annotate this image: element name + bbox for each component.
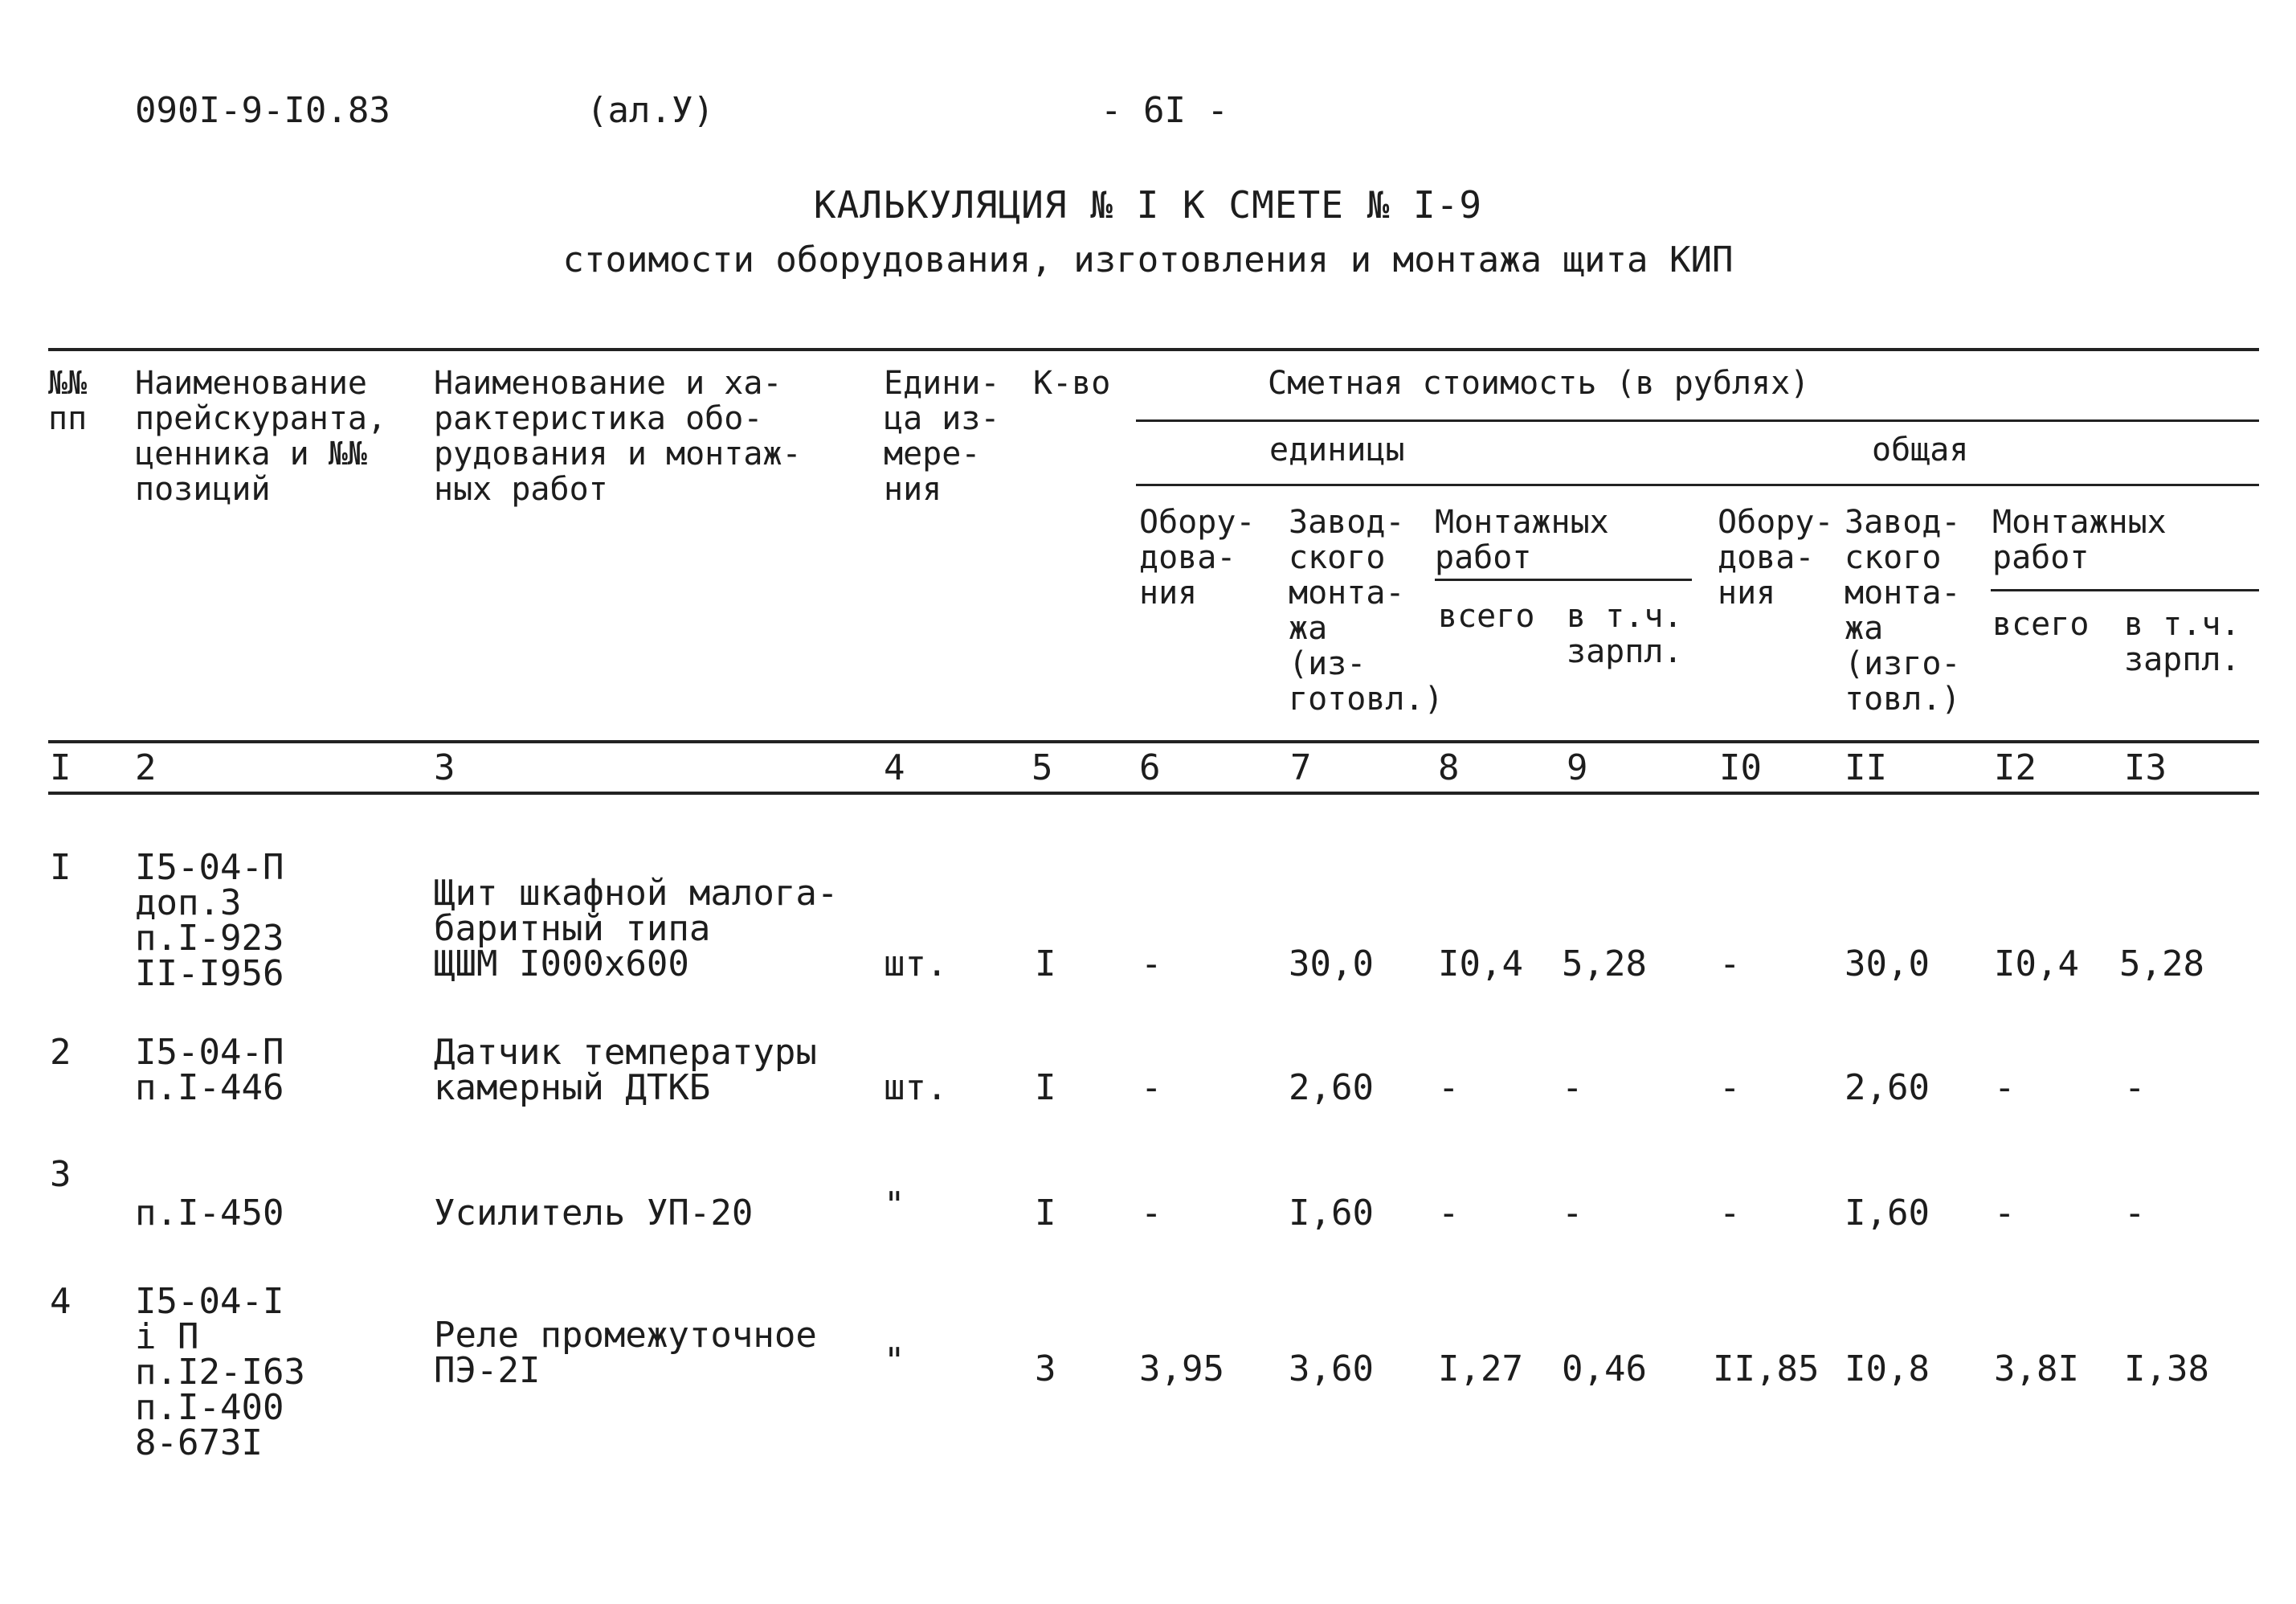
equipment-total-cost: -	[1719, 1193, 1741, 1234]
factory-total-cost: I,60	[1845, 1193, 1930, 1234]
header-factory-total: Завод- ского монта- жа (изго- товл.)	[1845, 504, 1961, 718]
header-all-total: всего	[1992, 606, 2090, 643]
row-number: I	[50, 847, 71, 888]
column-number: 3	[434, 747, 456, 788]
installation-unit-cost: I,27	[1438, 1348, 1523, 1389]
header-total: общая	[1872, 432, 1969, 469]
header-estimated-cost: Сметная стоимость (в рублях)	[1268, 365, 1810, 402]
header-num: №№ пп	[48, 365, 88, 437]
item-name: Реле промежуточное ПЭ-2I	[434, 1315, 817, 1391]
row-number: 3	[50, 1154, 71, 1195]
quantity: I	[1035, 1193, 1056, 1234]
header-per-unit: единицы	[1269, 432, 1405, 469]
factory-unit-cost: 30,0	[1289, 943, 1374, 984]
factory-unit-cost: 2,60	[1289, 1067, 1374, 1108]
quantity: I	[1035, 1067, 1056, 1108]
item-name: Щит шкафной малога- баритный типа ЩШМ I000х600	[434, 873, 839, 984]
installation-total-cost: I0,4	[1994, 943, 2079, 984]
column-number: II	[1845, 747, 1887, 788]
factory-total-cost: 30,0	[1845, 943, 1930, 984]
equipment-unit-cost: -	[1141, 1193, 1162, 1234]
page-number: - 6I -	[1101, 90, 1228, 131]
equipment-unit-cost: 3,95	[1139, 1348, 1224, 1389]
unit: "	[884, 1340, 905, 1381]
wages-unit-cost: -	[1562, 1193, 1583, 1234]
column-number: I	[50, 747, 71, 788]
header-installation-total: Монтажных работ	[1992, 504, 2167, 576]
pricelist-ref: I5-04-П доп.3 п.I-923 II-I956	[135, 847, 284, 994]
wages-unit-cost: 0,46	[1562, 1348, 1647, 1389]
column-number: I2	[1994, 747, 2037, 788]
wages-unit-cost: -	[1562, 1067, 1583, 1108]
column-number: I3	[2124, 747, 2167, 788]
installation-total-cost: -	[1994, 1067, 2016, 1108]
header-all-unit: всего	[1438, 598, 1535, 635]
equipment-total-cost: II,85	[1713, 1348, 1820, 1389]
equipment-unit-cost: -	[1141, 943, 1162, 984]
installation-total-cost: 3,8I	[1994, 1348, 2079, 1389]
wages-total-cost: 5,28	[2119, 943, 2204, 984]
header-name: Наименование и ха- рактеристика обо- рудования и монтаж- ных работ	[434, 365, 802, 508]
column-number: I0	[1719, 747, 1762, 788]
pricelist-ref: I5-04-I і П п.I2-I63 п.I-400 8-673I	[135, 1281, 305, 1463]
document-code: 090I-9-I0.83	[135, 90, 390, 131]
installation-total-cost: -	[1994, 1193, 2016, 1234]
header-equipment-total: Обору- дова- ния	[1718, 504, 1834, 612]
factory-total-cost: 2,60	[1845, 1067, 1930, 1108]
column-number: 6	[1139, 747, 1161, 788]
album-label: (ал.У)	[586, 90, 714, 131]
wages-total-cost: -	[2124, 1193, 2146, 1234]
unit: шт.	[884, 943, 948, 984]
calculation-title: КАЛЬКУЛЯЦИЯ № I К СМЕТЕ № I-9	[813, 183, 1483, 227]
header-wages-unit: в т.ч. зарпл.	[1567, 598, 1683, 670]
installation-unit-cost: -	[1438, 1067, 1460, 1108]
equipment-total-cost: -	[1719, 943, 1741, 984]
quantity: I	[1035, 943, 1056, 984]
row-number: 2	[50, 1032, 71, 1073]
header-pricelist: Наименование прейскуранта, ценника и №№ позиций	[135, 365, 387, 508]
quantity: 3	[1035, 1348, 1056, 1389]
equipment-total-cost: -	[1719, 1067, 1741, 1108]
factory-unit-cost: 3,60	[1289, 1348, 1374, 1389]
row-number: 4	[50, 1281, 71, 1322]
header-qty: К-во	[1033, 365, 1111, 402]
column-number: 7	[1290, 747, 1312, 788]
unit-total-header-rule	[1136, 484, 2259, 486]
wages-total-cost: I,38	[2124, 1348, 2209, 1389]
unit: шт.	[884, 1067, 948, 1108]
wages-total-cost: -	[2124, 1067, 2146, 1108]
wages-unit-cost: 5,28	[1562, 943, 1647, 984]
cost-header-rule	[1136, 419, 2259, 422]
column-number: 5	[1032, 747, 1053, 788]
item-name: Датчик температуры камерный ДТКБ	[434, 1032, 817, 1108]
table-top-rule	[48, 348, 2259, 351]
pricelist-ref: п.I-450	[135, 1193, 284, 1234]
calculation-subtitle: стоимости оборудования, изготовления и монтажа щита КИП	[562, 239, 1734, 280]
header-installation-unit: Монтажных работ	[1435, 504, 1609, 576]
pricelist-ref: I5-04-П п.I-446	[135, 1032, 284, 1108]
header-equipment-unit: Обору- дова- ния	[1139, 504, 1256, 612]
header-factory-unit: Завод- ского монта- жа (из- готовл.)	[1289, 504, 1444, 718]
equipment-unit-cost: -	[1141, 1067, 1162, 1108]
header-bottom-rule	[48, 740, 2259, 743]
column-number: 4	[884, 747, 905, 788]
column-numbers-rule	[48, 792, 2259, 795]
column-number: 2	[135, 747, 157, 788]
factory-total-cost: I0,8	[1845, 1348, 1930, 1389]
column-number: 8	[1438, 747, 1460, 788]
item-name: Усилитель УП-20	[434, 1193, 754, 1234]
column-number: 9	[1567, 747, 1588, 788]
factory-unit-cost: I,60	[1289, 1193, 1374, 1234]
installation-unit-rule	[1435, 579, 1692, 581]
header-wages-total: в т.ч. зарпл.	[2124, 606, 2241, 678]
installation-unit-cost: -	[1438, 1193, 1460, 1234]
installation-total-rule	[1991, 589, 2259, 591]
installation-unit-cost: I0,4	[1438, 943, 1523, 984]
header-unit: Едини- ца из- мере- ния	[884, 365, 1000, 508]
unit: "	[884, 1185, 905, 1226]
